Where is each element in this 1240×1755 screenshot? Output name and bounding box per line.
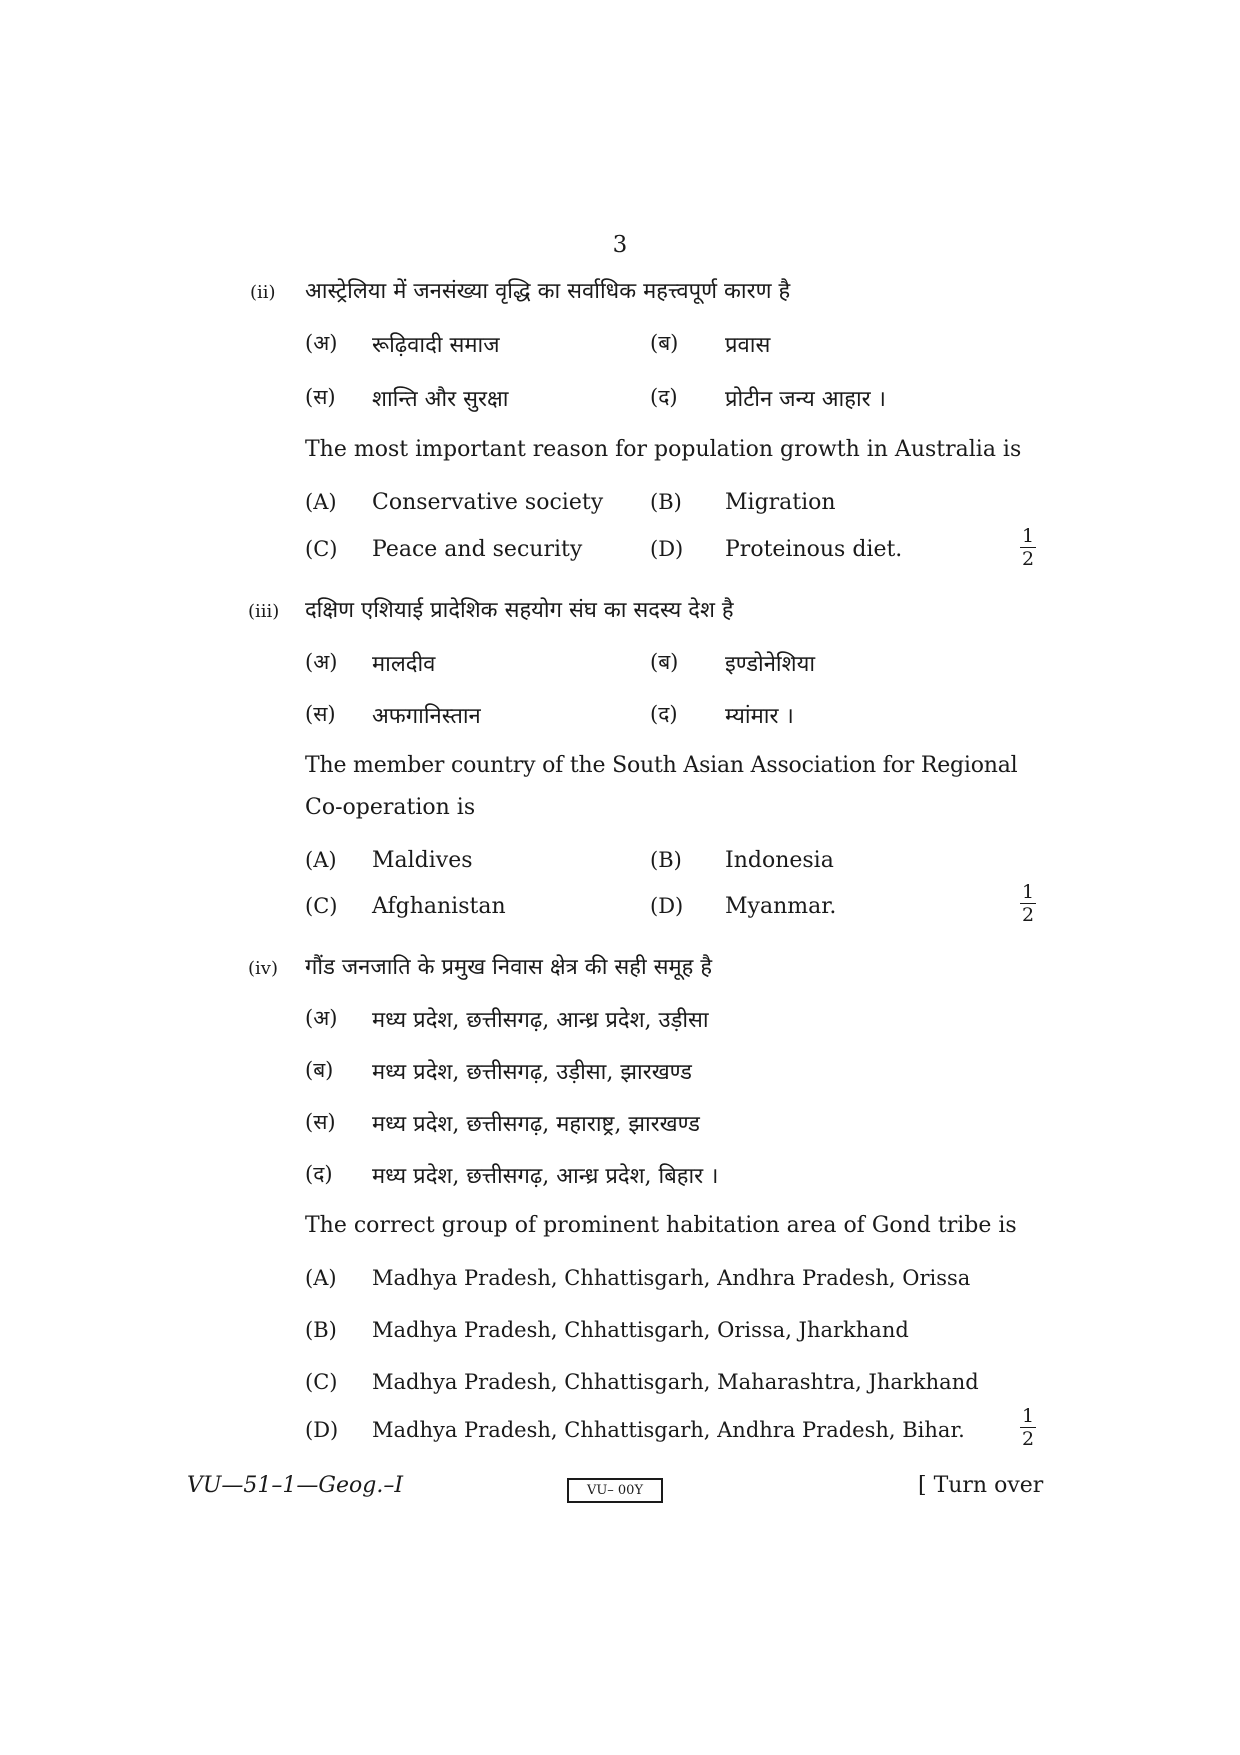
marks-denominator: 2 xyxy=(1021,548,1035,570)
english-question-stem: The most important reason for population growth in Australia is xyxy=(305,437,1022,462)
english-option-label: (A) xyxy=(305,848,337,872)
question-number: (iv) xyxy=(248,958,278,979)
english-option-label: (D) xyxy=(305,1418,339,1442)
marks-numerator: 1 xyxy=(1021,881,1035,903)
english-option-label: (D) xyxy=(650,894,684,918)
paper-code: VU—51–1—Geog.–I xyxy=(187,1473,404,1498)
hindi-option-text: इण्डोनेशिया xyxy=(725,652,816,677)
hindi-option-label: (द) xyxy=(650,385,678,409)
hindi-option-text: मध्य प्रदेश, छत्तीसगढ़, महाराष्ट्र, झारखण्ड xyxy=(372,1112,700,1137)
english-option-text: Afghanistan xyxy=(372,894,506,919)
english-option-text: Peace and security xyxy=(372,537,583,562)
hindi-option-text: शान्ति और सुरक्षा xyxy=(372,387,509,412)
marks-numerator: 1 xyxy=(1021,1405,1035,1427)
hindi-option-text: प्रोटीन जन्य आहार । xyxy=(725,387,886,412)
page-number: 3 xyxy=(612,232,628,258)
box-code: VU– 00Y xyxy=(567,1478,663,1503)
english-option-text: Migration xyxy=(725,490,836,515)
english-question-stem: The correct group of prominent habitation area of Gond tribe is xyxy=(305,1213,1017,1238)
hindi-option-text: अफगानिस्तान xyxy=(372,704,481,729)
english-option-text: Madhya Pradesh, Chhattisgarh, Andhra Pradesh, Bihar. xyxy=(372,1418,965,1442)
hindi-option-label: (अ) xyxy=(305,1006,338,1030)
english-option-label: (C) xyxy=(305,894,338,918)
hindi-option-text: रूढ़िवादी समाज xyxy=(372,333,500,358)
hindi-question-stem: दक्षिण एशियाई प्रादेशिक सहयोग संघ का सदस्य देश है xyxy=(305,598,734,623)
hindi-question-stem: गौंड जनजाति के प्रमुख निवास क्षेत्र की सही समूह है xyxy=(305,955,713,980)
english-option-text: Myanmar. xyxy=(725,894,837,919)
hindi-option-label: (स) xyxy=(305,702,336,726)
marks-denominator: 2 xyxy=(1021,904,1035,926)
hindi-option-label: (द) xyxy=(650,702,678,726)
english-option-label: (C) xyxy=(305,537,338,561)
english-option-label: (B) xyxy=(650,848,682,872)
english-option-text: Proteinous diet. xyxy=(725,537,903,562)
hindi-option-label: (स) xyxy=(305,385,336,409)
english-option-label: (D) xyxy=(650,537,684,561)
hindi-option-label: (द) xyxy=(305,1162,333,1186)
hindi-option-text: मध्य प्रदेश, छत्तीसगढ़, आन्ध्र प्रदेश, उड़ीसा xyxy=(372,1008,709,1033)
hindi-option-text: मध्य प्रदेश, छत्तीसगढ़, आन्ध्र प्रदेश, बिहार । xyxy=(372,1164,719,1189)
hindi-option-label: (ब) xyxy=(305,1058,334,1082)
english-option-label: (C) xyxy=(305,1370,338,1394)
english-question-stem: Co-operation is xyxy=(305,795,476,820)
turn-over-note: [ Turn over xyxy=(918,1473,1044,1498)
hindi-option-text: म्यांमार । xyxy=(725,704,794,729)
hindi-question-stem: आस्ट्रेलिया में जनसंख्या वृद्धि का सर्वाधिक महत्त्वपूर्ण कारण है xyxy=(305,279,791,304)
english-option-text: Madhya Pradesh, Chhattisgarh, Andhra Pradesh, Orissa xyxy=(372,1266,971,1290)
english-option-text: Madhya Pradesh, Chhattisgarh, Maharashtra, Jharkhand xyxy=(372,1370,979,1394)
question-number: (iii) xyxy=(248,601,280,622)
english-option-label: (B) xyxy=(305,1318,337,1342)
question-number: (ii) xyxy=(250,282,276,303)
english-question-stem: The member country of the South Asian Association for Regional xyxy=(305,753,1018,778)
hindi-option-label: (अ) xyxy=(305,331,338,355)
hindi-option-text: मालदीव xyxy=(372,652,436,677)
marks-numerator: 1 xyxy=(1021,525,1035,547)
hindi-option-label: (स) xyxy=(305,1110,336,1134)
english-option-label: (A) xyxy=(305,1266,337,1290)
hindi-option-text: मध्य प्रदेश, छत्तीसगढ़, उड़ीसा, झारखण्ड xyxy=(372,1060,692,1085)
marks-fraction xyxy=(1016,882,1040,925)
hindi-option-label: (ब) xyxy=(650,331,679,355)
english-option-label: (B) xyxy=(650,490,682,514)
english-option-text: Conservative society xyxy=(372,490,604,515)
hindi-option-text: प्रवास xyxy=(725,333,771,358)
english-option-text: Indonesia xyxy=(725,848,834,873)
marks-fraction xyxy=(1016,1406,1040,1449)
marks-denominator: 2 xyxy=(1021,1428,1035,1450)
marks-fraction xyxy=(1016,526,1040,569)
english-option-label: (A) xyxy=(305,490,337,514)
english-option-text: Madhya Pradesh, Chhattisgarh, Orissa, Jharkhand xyxy=(372,1318,909,1342)
hindi-option-label: (ब) xyxy=(650,650,679,674)
english-option-text: Maldives xyxy=(372,848,473,873)
hindi-option-label: (अ) xyxy=(305,650,338,674)
